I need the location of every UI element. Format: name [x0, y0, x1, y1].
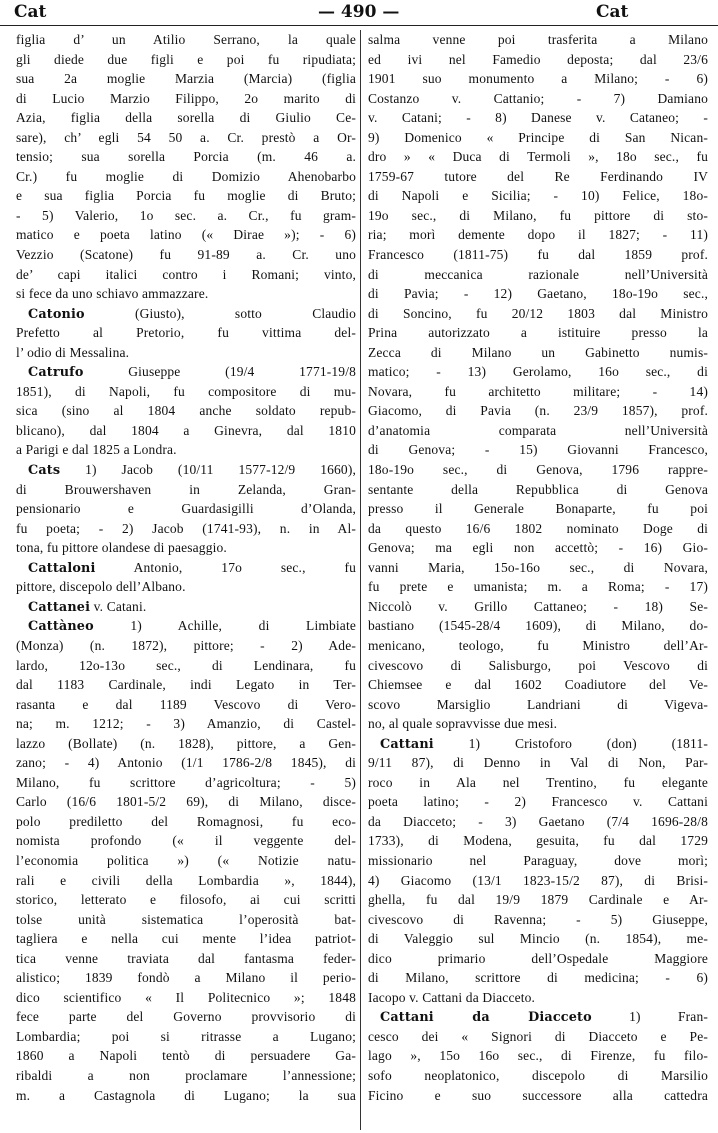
text-line: scovo Marsiglio Landriani di Vigeva- — [368, 696, 708, 712]
header-right-guideword: Cat — [596, 2, 629, 22]
text-line: sare), ch’ egli 54 50 a. Cr. prestò a Or- — [16, 129, 356, 145]
text-line: na; m. 1212; - 3) Amanzio, di Castel- — [16, 716, 356, 732]
text-line: Cats 1) Jacob (10/11 1577-12/9 1660), — [28, 462, 356, 479]
headword: Catonio — [28, 306, 85, 322]
header-left-guideword: Cat — [14, 2, 47, 22]
headword: Cattani — [380, 736, 434, 752]
text-line: menicano, teologo, fu Ministro dell’Ar- — [368, 637, 708, 653]
headword: Cattàneo — [28, 619, 94, 635]
text-line: no, al quale sopravvisse due mesi. — [368, 716, 558, 732]
headword: Cats — [28, 463, 61, 479]
text-line: storico, letterato e filosofo, ai cui scritti — [16, 892, 356, 908]
text-line: di Pavia; - 12) Gaetano, 18o-19o sec., — [368, 286, 708, 302]
text-line: fu prete e umanista; m. a Roma; - 17) — [368, 579, 708, 595]
text-line: d’anatomia comparata nell’Università — [368, 422, 708, 438]
text-line: Catonio (Giusto), sotto Claudio — [28, 305, 356, 322]
text-line: Giacomo, di Pavia (n. 23/9 1857), prof. — [368, 403, 708, 419]
text-line: 19o sec., di Milano, fu pittore di sto- — [368, 207, 708, 223]
header-rule — [0, 25, 718, 26]
text-line: 18o-19o sec., di Genova, 1796 rappre- — [368, 462, 708, 478]
text-line: lago », 15o 16o sec., di Firenze, fu filo- — [368, 1048, 708, 1064]
page-header — [0, 0, 718, 24]
headword: Cattanei — [28, 599, 91, 615]
text-line: Lombardia; poi si ritrasse a Lugano; — [16, 1028, 356, 1044]
text-line: Genova; ma egli non accettò; - 16) Gio- — [368, 540, 708, 556]
headword: Catrufo — [28, 365, 84, 381]
text-line: sica (sino al 1804 anche soldato repub- — [16, 403, 356, 419]
text-line: m. a Castagnola di Lugano; la sua — [16, 1087, 356, 1103]
text-line: dro » « Duca di Termoli », 18o sec., fu — [368, 149, 708, 165]
text-line: Novara, fu architetto militare; - 14) — [368, 383, 708, 399]
text-line: dico scientifico « Il Politecnico »; 1848 — [16, 989, 356, 1005]
text-line: di Valeggio sul Mincio (n. 1854), me- — [368, 931, 708, 947]
text-line: matico e poeta latino (« Dirae »); - 6) — [16, 227, 356, 243]
text-line: fu poeta; - 2) Jacob (1741-93), n. in Al- — [16, 520, 356, 536]
text-line: tica venne traviata dal fantasma feder- — [16, 950, 356, 966]
text-line: pensionario e Guardasigilli d’Olanda, — [16, 501, 356, 517]
text-line: sofo neoplatonico, discepolo di Marsilio — [368, 1067, 708, 1083]
text-line: 4) Giacomo (13/1 1823-15/2 87), di Brisi- — [368, 872, 708, 888]
text-line: ria; morì demente dopo il 1827; - 11) — [368, 227, 708, 243]
text-line: pittore, discepolo dell’Albano. — [16, 579, 186, 595]
right-column — [368, 30, 708, 1105]
text-line: rali e civili della Lombardia », 1844), — [16, 872, 356, 888]
text-line: sua 2a moglie Marzia (Marcia) (figlia — [16, 71, 356, 87]
text-line: figlia d’ un Atilio Serrano, la quale — [16, 32, 356, 47]
text-line: poeta latino; - 2) Francesco v. Cattani — [368, 794, 708, 810]
text-line: vanni Maria, 15o-16o sec., di Novara, — [368, 559, 708, 575]
text-line: di meccanica razionale nell’Università — [368, 266, 708, 282]
text-line: 9) Domenico « Principe di San Nican- — [368, 129, 708, 145]
text-line: Ficino e suo successore alla cattedra — [368, 1087, 708, 1103]
text-line: Cr.) fu moglie di Domizio Ahenobarbo — [16, 168, 356, 184]
text-line: Prina autorizzato a istituire presso la — [368, 325, 708, 341]
text-line: ribaldi a non proclamare l’annessione; — [16, 1067, 356, 1083]
text-line: v. Catani; - 8) Danese v. Cataneo; - — [368, 110, 708, 126]
page-number: — 490 — — [318, 2, 400, 22]
text-line: lardo, 12o-13o sec., di Lendinara, fu — [16, 657, 356, 673]
text-line: Milano, fu scrittore d’agricoltura; - 5) — [16, 774, 356, 790]
text-line: si fece da uno schiavo ammazzare. — [16, 286, 209, 302]
text-line: tagliera e nella cui mente l’idea patriot- — [16, 931, 356, 947]
text-line: di Napoli e Sicilia; - 10) Felice, 18o- — [368, 188, 708, 204]
text-line: presso il Generale Bonaparte, fu poi — [368, 501, 708, 517]
text-line: roco in Ala nel Trentino, fu elegante — [368, 774, 708, 790]
text-line: gli diede due figli e poi fu ripudiata; — [16, 51, 356, 67]
text-line: tensio; sua sorella Porcia (m. 46 a. — [16, 149, 356, 165]
text-line: Costanzo v. Cattanio; - 7) Damiano — [368, 90, 708, 106]
text-line: l’ odio di Messalina. — [16, 344, 130, 360]
text-line: Azia, figlia della sorella di Giulio Ce- — [16, 110, 356, 126]
text-line: - 5) Valerio, 1o sec. a. Cr., fu gram- — [16, 207, 356, 223]
text-line: Vezzio (Scatone) fu 91-89 a. Cr. uno — [16, 247, 356, 263]
text-line: alistico; 1839 fondò a Milano il perio- — [16, 970, 356, 986]
text-line: di Lucio Marzio Filippo, 2o marito di — [16, 90, 356, 106]
text-line: salma venne poi trasferita a Milano — [368, 32, 708, 47]
text-line: ghella, fu dal 19/9 1879 Cardinale e Ar- — [368, 892, 708, 908]
column-divider — [360, 30, 361, 1130]
text-line: 1860 a Napoli tentò di persuadere Ga- — [16, 1048, 356, 1064]
text-line: Chiemsee e dal 1602 Coadiutore del Ve- — [368, 677, 708, 693]
text-line: da questo 16/6 1802 nominato Doge di — [368, 520, 708, 536]
text-line: a Parigi e dal 1825 a Londra. — [16, 442, 177, 458]
text-line: (Monza) (n. 1872), pittore; - 2) Ade- — [16, 637, 356, 653]
text-line: 1851), di Napoli, fu compositore di mu- — [16, 383, 356, 399]
text-line: Cattani da Diacceto 1) Fran- — [380, 1009, 708, 1026]
text-line: civescovo di Salisburgo, poi Vescovo di — [368, 657, 708, 673]
text-line: 1901 suo monumento a Milano; - 6) — [368, 71, 708, 87]
text-line: Prefetto al Pretorio, fu vittima del- — [16, 325, 356, 341]
text-line: bastiano (1545-28/4 1609), di Milano, do- — [368, 618, 708, 634]
text-line: tolse unità sistematica l’operosità bat- — [16, 911, 356, 927]
text-line: Zecca di Milano un Gabinetto numis- — [368, 344, 708, 360]
text-line: di Milano, scrittore di medicina; - 6) — [368, 970, 708, 986]
text-line: missionario nel Paraguay, dove morì; — [368, 852, 708, 868]
text-line: lazzo (Bollate) (n. 1828), pittore, a Gen- — [16, 735, 356, 751]
text-line: de’ capi italici contro i Romani; vinto, — [16, 266, 356, 282]
text-line: rasanta e dal 1189 Vescovo di Vero- — [16, 696, 356, 712]
text-line: Cattaloni Antonio, 17o sec., fu — [28, 559, 356, 576]
text-line: di Genova; - 15) Giovanni Francesco, — [368, 442, 708, 458]
text-line: e sua figlia Porcia fu moglie di Bruto; — [16, 188, 356, 204]
text-line: Francesco (1811-75) fu dal 1859 prof. — [368, 247, 708, 263]
text-line: 1733), di Modena, gesuita, fu dal 1729 — [368, 833, 708, 849]
text-line: Cattanei v. Catani. — [28, 598, 147, 615]
text-line: ed ivi nel Famedio deposta; dal 23/6 — [368, 51, 708, 67]
text-line: civescovo di Ravenna; - 5) Giuseppe, — [368, 911, 708, 927]
text-line: Carlo (16/6 1801-5/2 69), di Milano, disce- — [16, 794, 356, 810]
text-line: tona, fu pittore olandese di paesaggio. — [16, 540, 227, 556]
text-line: zano; - 4) Antonio (1/1 1786-2/8 1845), di — [16, 755, 356, 771]
text-line: 9/11 87), di Denno in Val di Non, Par- — [368, 755, 708, 771]
text-line: di Brouwershaven in Zelanda, Gran- — [16, 481, 356, 497]
text-line: 1759-67 tutore del Re Ferdinando IV — [368, 168, 708, 184]
text-line: dal 1183 Cardinale, indi Legato in Ter- — [16, 677, 356, 693]
text-line: Iacopo v. Cattani da Diacceto. — [368, 989, 536, 1005]
text-line: matico; - 13) Gerolamo, 16o sec., di — [368, 364, 708, 380]
text-line: polo prediletto del Romagnosi, fu eco- — [16, 813, 356, 829]
text-line: cesco dei « Signori di Diacceto e Pe- — [368, 1028, 708, 1044]
text-line: Niccolò v. Grillo Cattaneo; - 18) Se- — [368, 598, 708, 614]
text-line: dico primario dell’Ospedale Maggiore — [368, 950, 708, 966]
text-line: blicano), dal 1804 a Ginevra, dal 1810 — [16, 422, 356, 438]
text-line: Cattàneo 1) Achille, di Limbiate — [28, 618, 356, 635]
text-line: sentante della Repubblica di Genova — [368, 481, 708, 497]
text-line: Catrufo Giuseppe (19/4 1771-19/8 — [28, 364, 356, 381]
text-line: di Soncino, fu 20/12 1803 dal Ministro — [368, 305, 708, 321]
headword: Cattani da Diacceto — [380, 1010, 592, 1026]
text-line: l’economia politica ») (« Notizie natu- — [16, 852, 356, 868]
text-line: da Diacceto; - 3) Gaetano (7/4 1696-28/8 — [368, 813, 708, 829]
text-line: fece parte del Governo provvisorio di — [16, 1009, 356, 1025]
headword: Cattaloni — [28, 560, 96, 576]
text-line: nomista profondo (« il veggente del- — [16, 833, 356, 849]
left-column — [16, 30, 356, 1105]
text-line: Cattani 1) Cristoforo (don) (1811- — [380, 735, 708, 752]
